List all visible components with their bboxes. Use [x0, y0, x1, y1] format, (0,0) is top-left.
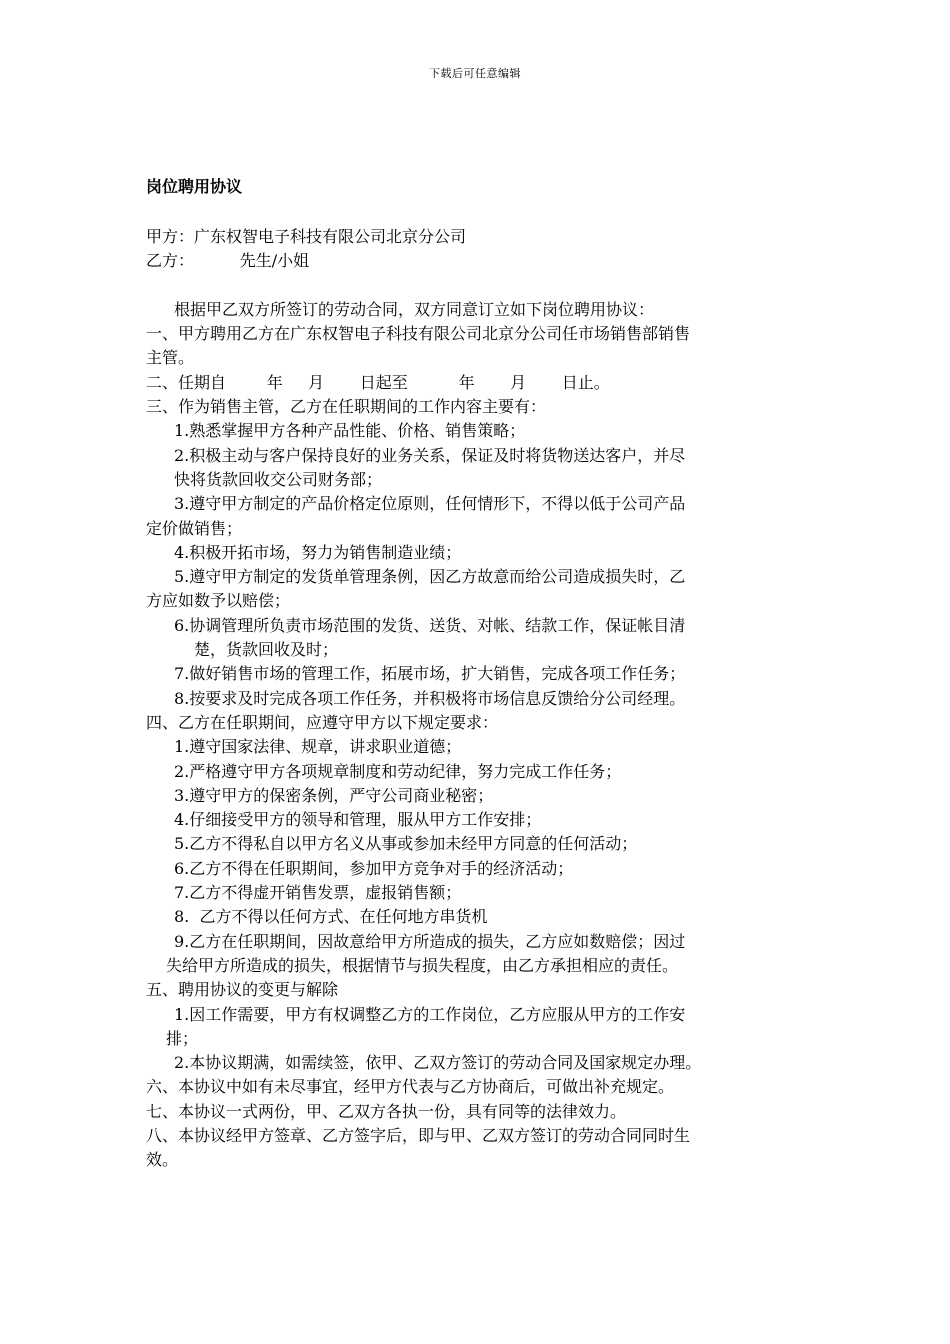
- section-3-heading: 三、作为销售主管，乙方在任职期间的工作内容主要有：: [146, 397, 547, 417]
- section-4-item-8: 8. 乙方不得以任何方式、在任何地方串货机: [174, 907, 488, 927]
- document-body: [146, 225, 808, 1173]
- section-4-item-3: 3.遵守甲方的保密条例，严守公司商业秘密；: [174, 785, 494, 805]
- section-3-item-6-cont: 楚，货款回收及时；: [194, 640, 339, 660]
- section-2-term: 二、任期自 年 月 日起至 年 月 日止。: [146, 372, 610, 392]
- section-3-item-6: 6.协调管理所负责市场范围的发货、送货、对帐、结款工作，保证帐目清: [174, 615, 686, 635]
- section-3-item-1: 1.熟悉掌握甲方各种产品性能、价格、销售策略；: [174, 421, 526, 441]
- section-1-line-1: 一、甲方聘用乙方在广东权智电子科技有限公司北京分公司任市场销售部销售: [146, 324, 691, 344]
- section-4-item-9-cont: 失给甲方所造成的损失，根据情节与损失程度，由乙方承担相应的责任。: [166, 955, 679, 975]
- party-a-line: 甲方：广东权智电子科技有限公司北京分公司: [146, 227, 467, 246]
- section-5-item-2: 2.本协议期满，如需续签，依甲、乙双方签订的劳动合同及国家规定办理。: [174, 1053, 702, 1073]
- section-3-item-3: 3.遵守甲方制定的产品价格定位原则，任何情形下，不得以低于公司产品: [174, 494, 686, 514]
- section-4-item-4: 4.仔细接受甲方的领导和管理，服从甲方工作安排；: [174, 810, 542, 830]
- section-5-item-1-cont: 排；: [166, 1028, 199, 1048]
- section-6: 六、本协议中如有未尽事宜，经甲方代表与乙方协商后，可做出补充规定。: [146, 1077, 675, 1097]
- section-3-item-2-cont: 快将货款回收交公司财务部；: [174, 469, 383, 489]
- section-3-item-7: 7.做好销售市场的管理工作，拓展市场，扩大销售，完成各项工作任务；: [174, 664, 686, 684]
- header-note: 下载后可任意编辑: [429, 67, 521, 80]
- section-5-item-1: 1.因工作需要，甲方有权调整乙方的工作岗位，乙方应服从甲方的工作安: [174, 1004, 686, 1024]
- section-7: 七、本协议一式两份，甲、乙双方各执一份，具有同等的法律效力。: [146, 1101, 627, 1121]
- party-b-line: 乙方： 先生/小姐: [146, 251, 310, 271]
- section-8-line-2: 效。: [146, 1150, 179, 1170]
- section-3-item-5: 5.遵守甲方制定的发货单管理条例，因乙方故意而给公司造成损失时，乙: [174, 567, 686, 587]
- section-3-item-8: 8.按要求及时完成各项工作任务，并积极将市场信息反馈给分公司经理。: [174, 688, 686, 708]
- section-3-item-4: 4.积极开拓市场，努力为销售制造业绩；: [174, 542, 462, 562]
- section-4-item-1: 1.遵守国家法律、规章，讲求职业道德；: [174, 737, 462, 757]
- section-4-item-6: 6.乙方不得在任职期间，参加甲方竞争对手的经济活动；: [174, 858, 574, 878]
- section-8-line-1: 八、本协议经甲方签章、乙方签字后，即与甲、乙双方签订的劳动合同同时生: [146, 1125, 691, 1145]
- section-4-item-7: 7.乙方不得虚开销售发票，虚报销售额；: [174, 883, 462, 903]
- section-3-item-3-cont: 定价做销售；: [146, 518, 243, 538]
- section-5-heading: 五、聘用协议的变更与解除: [146, 980, 339, 1000]
- section-4-item-2: 2.严格遵守甲方各项规章制度和劳动纪律，努力完成工作任务；: [174, 761, 622, 781]
- section-4-item-9: 9.乙方在任职期间，因故意给甲方所造成的损失，乙方应如数赔偿；因过: [174, 931, 686, 951]
- section-3-item-2: 2.积极主动与客户保持良好的业务关系，保证及时将货物送达客户，并尽: [174, 445, 686, 465]
- section-3-item-5-cont: 方应如数予以赔偿；: [146, 591, 291, 611]
- document-title: 岗位聘用协议: [146, 177, 243, 196]
- section-4-item-5: 5.乙方不得私自以甲方名义从事或参加未经甲方同意的任何活动；: [174, 834, 638, 854]
- section-1-line-2: 主管。: [146, 348, 195, 368]
- intro-paragraph: 根据甲乙双方所签订的劳动合同，双方同意订立如下岗位聘用协议：: [174, 299, 655, 319]
- section-4-heading: 四、乙方在任职期间，应遵守甲方以下规定要求：: [146, 712, 499, 732]
